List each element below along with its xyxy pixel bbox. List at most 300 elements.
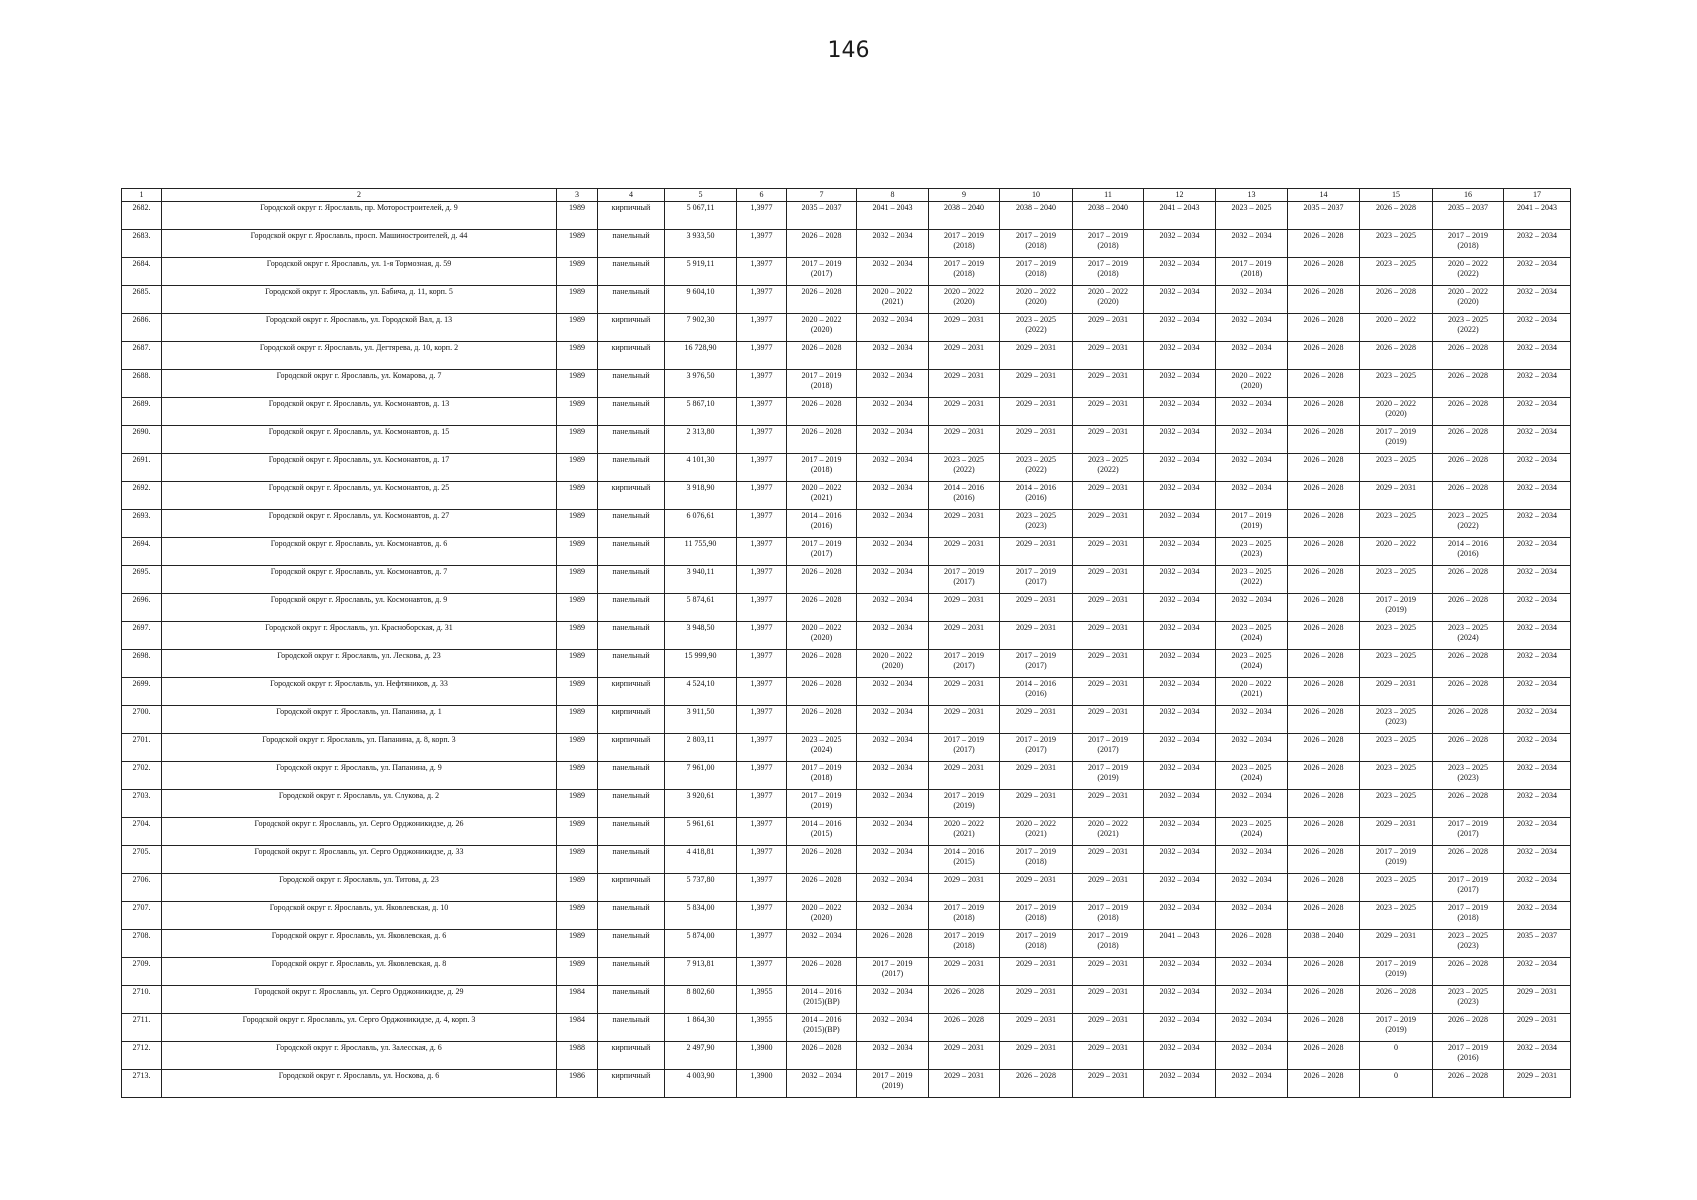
wall-material-cell: панельный: [598, 594, 665, 622]
work-period-cell: 2017 – 2019 (2019): [787, 790, 857, 818]
work-period-cell: 2029 – 2031: [929, 538, 1000, 566]
coefficient-cell: 1,3977: [737, 958, 787, 986]
work-period-cell: 2026 – 2028: [787, 1042, 857, 1070]
address-cell: Городской округ г. Ярославль, ул. Космонавтов, д. 9: [162, 594, 557, 622]
address-cell: Городской округ г. Ярославль, ул. Дегтярева, д. 10, корп. 2: [162, 342, 557, 370]
work-period-cell: 2029 – 2031: [929, 594, 1000, 622]
coefficient-cell: 1,3977: [737, 566, 787, 594]
work-period-cell: 2026 – 2028: [1433, 1070, 1504, 1098]
coefficient-cell: 1,3977: [737, 538, 787, 566]
wall-material-cell: кирпичный: [598, 202, 665, 230]
table-row: [122, 846, 1571, 874]
work-period-cell: 2026 – 2028: [1433, 1014, 1504, 1042]
work-period-cell: 2026 – 2028: [787, 566, 857, 594]
year-built-cell: 1989: [557, 342, 598, 370]
address-cell: Городской округ г. Ярославль, просп. Машиностроителей, д. 44: [162, 230, 557, 258]
work-period-cell: 2020 – 2022 (2021): [857, 286, 929, 314]
work-period-cell: 2023 – 2025 (2024): [1216, 650, 1288, 678]
work-period-cell: 2032 – 2034: [1144, 762, 1216, 790]
work-period-cell: 2026 – 2028: [1288, 1042, 1360, 1070]
work-period-cell: 2026 – 2028: [1433, 342, 1504, 370]
work-period-cell: 2029 – 2031: [929, 510, 1000, 538]
work-period-cell: 2020 – 2022 (2021): [1000, 818, 1073, 846]
table-row: [122, 734, 1571, 762]
work-period-cell: 2026 – 2028: [857, 930, 929, 958]
coefficient-cell: 1,3955: [737, 1014, 787, 1042]
address-cell: Городской округ г. Ярославль, ул. Космонавтов, д. 25: [162, 482, 557, 510]
address-cell: Городской округ г. Ярославль, ул. Залесская, д. 6: [162, 1042, 557, 1070]
work-period-cell: 2026 – 2028: [1288, 314, 1360, 342]
work-period-cell: 2029 – 2031: [929, 874, 1000, 902]
address-cell: Городской округ г. Ярославль, ул. Серго Орджоникидзе, д. 29: [162, 986, 557, 1014]
work-period-cell: 2020 – 2022 (2021): [929, 818, 1000, 846]
work-period-cell: 2026 – 2028: [1433, 594, 1504, 622]
area-cell: 4 418,81: [665, 846, 737, 874]
coefficient-cell: 1,3977: [737, 930, 787, 958]
work-period-cell: 2026 – 2028: [1288, 286, 1360, 314]
work-period-cell: 2029 – 2031: [1000, 370, 1073, 398]
work-period-cell: 2017 – 2019 (2019): [1360, 846, 1433, 874]
work-period-cell: 2032 – 2034: [857, 818, 929, 846]
work-period-cell: 2017 – 2019 (2018): [1000, 258, 1073, 286]
work-period-cell: 2032 – 2034: [1144, 790, 1216, 818]
wall-material-cell: панельный: [598, 230, 665, 258]
work-period-cell: 2026 – 2028: [787, 286, 857, 314]
address-cell: Городской округ г. Ярославль, ул. Серго Орджоникидзе, д. 4, корп. 3: [162, 1014, 557, 1042]
work-period-cell: 2032 – 2034: [1504, 314, 1571, 342]
row-number-cell: 2689.: [122, 398, 162, 426]
work-period-cell: 2032 – 2034: [1216, 734, 1288, 762]
work-period-cell: 2017 – 2019 (2019): [1360, 1014, 1433, 1042]
address-cell: Городской округ г. Ярославль, ул. Бабича, д. 11, корп. 5: [162, 286, 557, 314]
work-period-cell: 2032 – 2034: [1216, 1070, 1288, 1098]
work-period-cell: 2029 – 2031: [929, 398, 1000, 426]
row-number-cell: 2684.: [122, 258, 162, 286]
work-period-cell: 2026 – 2028: [1433, 398, 1504, 426]
work-period-cell: 2032 – 2034: [857, 594, 929, 622]
year-built-cell: 1989: [557, 314, 598, 342]
area-cell: 4 101,30: [665, 454, 737, 482]
work-period-cell: 2029 – 2031: [1504, 1070, 1571, 1098]
work-period-cell: 2041 – 2043: [1144, 202, 1216, 230]
address-cell: Городской округ г. Ярославль, ул. Яковлевская, д. 6: [162, 930, 557, 958]
work-period-cell: 2017 – 2019 (2019): [1360, 958, 1433, 986]
work-period-cell: 2023 – 2025: [1360, 370, 1433, 398]
work-period-cell: 2020 – 2022 (2020): [1000, 286, 1073, 314]
work-period-cell: 2017 – 2019 (2017): [1000, 650, 1073, 678]
year-built-cell: 1989: [557, 650, 598, 678]
work-period-cell: 2017 – 2019 (2018): [1216, 258, 1288, 286]
work-period-cell: 2029 – 2031: [1073, 986, 1144, 1014]
work-period-cell: 2026 – 2028: [1433, 846, 1504, 874]
work-period-cell: 2023 – 2025 (2023): [1433, 930, 1504, 958]
work-period-cell: 2026 – 2028: [1433, 482, 1504, 510]
address-cell: Городской округ г. Ярославль, ул. Космонавтов, д. 15: [162, 426, 557, 454]
year-built-cell: 1989: [557, 538, 598, 566]
address-cell: Городской округ г. Ярославль, ул. 1-я Тормозная, д. 59: [162, 258, 557, 286]
column-header: 2: [162, 189, 557, 202]
work-period-cell: 2026 – 2028: [787, 846, 857, 874]
work-period-cell: 2032 – 2034: [1144, 622, 1216, 650]
row-number-cell: 2695.: [122, 566, 162, 594]
work-period-cell: 2029 – 2031: [1000, 622, 1073, 650]
row-number-cell: 2711.: [122, 1014, 162, 1042]
row-number-cell: 2705.: [122, 846, 162, 874]
work-period-cell: 2020 – 2022 (2022): [1433, 258, 1504, 286]
row-number-cell: 2693.: [122, 510, 162, 538]
work-period-cell: 2035 – 2037: [1288, 202, 1360, 230]
work-period-cell: 2035 – 2037: [1433, 202, 1504, 230]
work-period-cell: 2020 – 2022 (2020): [787, 622, 857, 650]
table-row: [122, 986, 1571, 1014]
work-period-cell: 2017 – 2019 (2018): [1000, 902, 1073, 930]
work-period-cell: 2032 – 2034: [1144, 678, 1216, 706]
work-period-cell: 2026 – 2028: [1433, 426, 1504, 454]
work-period-cell: 2029 – 2031: [1504, 1014, 1571, 1042]
area-cell: 5 961,61: [665, 818, 737, 846]
work-period-cell: 2032 – 2034: [1144, 874, 1216, 902]
work-period-cell: 2032 – 2034: [857, 454, 929, 482]
work-period-cell: 2029 – 2031: [1504, 986, 1571, 1014]
work-period-cell: 2026 – 2028: [787, 678, 857, 706]
work-period-cell: 2014 – 2016 (2015)(ВР): [787, 1014, 857, 1042]
work-period-cell: 2029 – 2031: [1073, 314, 1144, 342]
work-period-cell: 2029 – 2031: [1073, 510, 1144, 538]
work-period-cell: 2029 – 2031: [1073, 846, 1144, 874]
work-period-cell: 2017 – 2019 (2018): [1433, 902, 1504, 930]
work-period-cell: 2017 – 2019 (2017): [1000, 734, 1073, 762]
housing-register-table: [121, 188, 1571, 1098]
work-period-cell: 2032 – 2034: [1144, 566, 1216, 594]
column-header: 13: [1216, 189, 1288, 202]
work-period-cell: 2017 – 2019 (2019): [1073, 762, 1144, 790]
column-number-row: [122, 189, 1571, 202]
work-period-cell: 2026 – 2028: [1288, 818, 1360, 846]
work-period-cell: 2026 – 2028: [1433, 958, 1504, 986]
table-row: [122, 370, 1571, 398]
area-cell: 7 913,81: [665, 958, 737, 986]
work-period-cell: 2020 – 2022 (2021): [1216, 678, 1288, 706]
work-period-cell: 2026 – 2028: [1000, 1070, 1073, 1098]
work-period-cell: 2032 – 2034: [1216, 874, 1288, 902]
row-number-cell: 2710.: [122, 986, 162, 1014]
column-header: 11: [1073, 189, 1144, 202]
work-period-cell: 2029 – 2031: [929, 762, 1000, 790]
year-built-cell: 1989: [557, 622, 598, 650]
work-period-cell: 2032 – 2034: [1216, 706, 1288, 734]
wall-material-cell: кирпичный: [598, 1042, 665, 1070]
coefficient-cell: 1,3977: [737, 790, 787, 818]
work-period-cell: 2017 – 2019 (2018): [1073, 930, 1144, 958]
row-number-cell: 2686.: [122, 314, 162, 342]
wall-material-cell: панельный: [598, 370, 665, 398]
address-cell: Городской округ г. Ярославль, ул. Носкова, д. 6: [162, 1070, 557, 1098]
wall-material-cell: кирпичный: [598, 706, 665, 734]
work-period-cell: 2029 – 2031: [1360, 482, 1433, 510]
work-period-cell: 0: [1360, 1070, 1433, 1098]
work-period-cell: 2029 – 2031: [1073, 650, 1144, 678]
work-period-cell: 2029 – 2031: [1000, 1042, 1073, 1070]
wall-material-cell: панельный: [598, 986, 665, 1014]
work-period-cell: 2026 – 2028: [1288, 566, 1360, 594]
work-period-cell: 2029 – 2031: [1360, 930, 1433, 958]
address-cell: Городской округ г. Ярославль, ул. Лескова, д. 23: [162, 650, 557, 678]
table-row: [122, 510, 1571, 538]
work-period-cell: 2032 – 2034: [1144, 398, 1216, 426]
coefficient-cell: 1,3977: [737, 286, 787, 314]
wall-material-cell: панельный: [598, 258, 665, 286]
address-cell: Городской округ г. Ярославль, ул. Серго Орджоникидзе, д. 26: [162, 818, 557, 846]
work-period-cell: 2023 – 2025 (2024): [1216, 818, 1288, 846]
table-row: [122, 622, 1571, 650]
work-period-cell: 2032 – 2034: [1504, 818, 1571, 846]
wall-material-cell: кирпичный: [598, 482, 665, 510]
work-period-cell: 2014 – 2016 (2016): [1433, 538, 1504, 566]
work-period-cell: 2032 – 2034: [1144, 286, 1216, 314]
work-period-cell: 2026 – 2028: [1360, 286, 1433, 314]
work-period-cell: 2029 – 2031: [1073, 426, 1144, 454]
work-period-cell: 2029 – 2031: [1000, 958, 1073, 986]
page-number: 146: [827, 38, 870, 63]
work-period-cell: 2029 – 2031: [929, 678, 1000, 706]
work-period-cell: 2032 – 2034: [857, 538, 929, 566]
work-period-cell: 2032 – 2034: [1504, 706, 1571, 734]
row-number-cell: 2700.: [122, 706, 162, 734]
table-row: [122, 342, 1571, 370]
work-period-cell: 2023 – 2025 (2024): [1216, 762, 1288, 790]
work-period-cell: 2026 – 2028: [787, 706, 857, 734]
table-row: [122, 706, 1571, 734]
work-period-cell: 2032 – 2034: [1504, 566, 1571, 594]
table-row: [122, 594, 1571, 622]
coefficient-cell: 1,3977: [737, 678, 787, 706]
work-period-cell: 2032 – 2034: [1216, 1042, 1288, 1070]
work-period-cell: 2032 – 2034: [1144, 1070, 1216, 1098]
coefficient-cell: 1,3900: [737, 1070, 787, 1098]
work-period-cell: 2038 – 2040: [929, 202, 1000, 230]
table-row: [122, 678, 1571, 706]
work-period-cell: 2026 – 2028: [1360, 202, 1433, 230]
work-period-cell: 2032 – 2034: [857, 398, 929, 426]
row-number-cell: 2698.: [122, 650, 162, 678]
table-row: [122, 538, 1571, 566]
work-period-cell: 2014 – 2016 (2015)(ВР): [787, 986, 857, 1014]
work-period-cell: 2023 – 2025: [1360, 902, 1433, 930]
work-period-cell: 2020 – 2022 (2021): [1073, 818, 1144, 846]
work-period-cell: 2026 – 2028: [1288, 650, 1360, 678]
address-cell: Городской округ г. Ярославль, пр. Моторостроителей, д. 9: [162, 202, 557, 230]
work-period-cell: 2020 – 2022 (2021): [787, 482, 857, 510]
work-period-cell: 2026 – 2028: [1288, 902, 1360, 930]
work-period-cell: 2038 – 2040: [1073, 202, 1144, 230]
table-row: [122, 566, 1571, 594]
address-cell: Городской округ г. Ярославль, ул. Космонавтов, д. 7: [162, 566, 557, 594]
column-header: 15: [1360, 189, 1433, 202]
row-number-cell: 2697.: [122, 622, 162, 650]
work-period-cell: 2017 – 2019 (2018): [1073, 258, 1144, 286]
column-header: 17: [1504, 189, 1571, 202]
work-period-cell: 2017 – 2019 (2017): [787, 258, 857, 286]
work-period-cell: 2032 – 2034: [857, 734, 929, 762]
work-period-cell: 2026 – 2028: [1288, 678, 1360, 706]
work-period-cell: 2032 – 2034: [1504, 510, 1571, 538]
work-period-cell: 2023 – 2025: [1360, 650, 1433, 678]
wall-material-cell: панельный: [598, 930, 665, 958]
wall-material-cell: кирпичный: [598, 314, 665, 342]
column-header: 5: [665, 189, 737, 202]
work-period-cell: 2029 – 2031: [1000, 538, 1073, 566]
area-cell: 16 728,90: [665, 342, 737, 370]
work-period-cell: 2029 – 2031: [1000, 874, 1073, 902]
table-row: [122, 958, 1571, 986]
work-period-cell: 2029 – 2031: [1000, 706, 1073, 734]
wall-material-cell: панельный: [598, 510, 665, 538]
wall-material-cell: панельный: [598, 538, 665, 566]
year-built-cell: 1989: [557, 510, 598, 538]
table-row: [122, 650, 1571, 678]
work-period-cell: 2026 – 2028: [1433, 706, 1504, 734]
work-period-cell: 2026 – 2028: [1433, 566, 1504, 594]
table-row: [122, 454, 1571, 482]
coefficient-cell: 1,3977: [737, 510, 787, 538]
coefficient-cell: 1,3977: [737, 258, 787, 286]
row-number-cell: 2703.: [122, 790, 162, 818]
work-period-cell: 2023 – 2025 (2022): [1000, 454, 1073, 482]
work-period-cell: 2038 – 2040: [1288, 930, 1360, 958]
coefficient-cell: 1,3977: [737, 454, 787, 482]
table-body: [122, 202, 1571, 1098]
work-period-cell: 2026 – 2028: [1288, 370, 1360, 398]
coefficient-cell: 1,3977: [737, 762, 787, 790]
work-period-cell: 2041 – 2043: [1504, 202, 1571, 230]
work-period-cell: 2032 – 2034: [787, 930, 857, 958]
work-period-cell: 2029 – 2031: [929, 1070, 1000, 1098]
wall-material-cell: панельный: [598, 818, 665, 846]
work-period-cell: 2032 – 2034: [1144, 706, 1216, 734]
work-period-cell: 2020 – 2022 (2020): [929, 286, 1000, 314]
work-period-cell: 2032 – 2034: [1216, 314, 1288, 342]
work-period-cell: 2032 – 2034: [1216, 230, 1288, 258]
row-number-cell: 2691.: [122, 454, 162, 482]
area-cell: 5 737,80: [665, 874, 737, 902]
work-period-cell: 2032 – 2034: [1144, 902, 1216, 930]
table-row: [122, 790, 1571, 818]
work-period-cell: 2032 – 2034: [1144, 426, 1216, 454]
work-period-cell: 2032 – 2034: [1144, 258, 1216, 286]
address-cell: Городской округ г. Ярославль, ул. Городской Вал, д. 13: [162, 314, 557, 342]
year-built-cell: 1989: [557, 566, 598, 594]
work-period-cell: 2023 – 2025 (2023): [1216, 538, 1288, 566]
work-period-cell: 2029 – 2031: [929, 1042, 1000, 1070]
coefficient-cell: 1,3977: [737, 650, 787, 678]
work-period-cell: 2032 – 2034: [1144, 818, 1216, 846]
year-built-cell: 1989: [557, 398, 598, 426]
work-period-cell: 2017 – 2019 (2017): [1000, 566, 1073, 594]
work-period-cell: 2032 – 2034: [857, 1042, 929, 1070]
work-period-cell: 2029 – 2031: [1360, 818, 1433, 846]
work-period-cell: 2032 – 2034: [1216, 482, 1288, 510]
column-header: 10: [1000, 189, 1073, 202]
work-period-cell: 2029 – 2031: [1000, 762, 1073, 790]
area-cell: 15 999,90: [665, 650, 737, 678]
work-period-cell: 2032 – 2034: [857, 1014, 929, 1042]
coefficient-cell: 1,3977: [737, 482, 787, 510]
work-period-cell: 2014 – 2016 (2015): [787, 818, 857, 846]
area-cell: 3 933,50: [665, 230, 737, 258]
work-period-cell: 2032 – 2034: [1216, 426, 1288, 454]
work-period-cell: 2023 – 2025: [1360, 790, 1433, 818]
table-row: [122, 258, 1571, 286]
address-cell: Городской округ г. Ярославль, ул. Папанина, д. 8, корп. 3: [162, 734, 557, 762]
coefficient-cell: 1,3977: [737, 370, 787, 398]
work-period-cell: 2023 – 2025 (2024): [1216, 622, 1288, 650]
table-row: [122, 930, 1571, 958]
address-cell: Городской округ г. Ярославль, ул. Папанина, д. 1: [162, 706, 557, 734]
year-built-cell: 1988: [557, 1042, 598, 1070]
work-period-cell: 2032 – 2034: [857, 566, 929, 594]
work-period-cell: 2026 – 2028: [1433, 370, 1504, 398]
coefficient-cell: 1,3977: [737, 846, 787, 874]
work-period-cell: 2026 – 2028: [1288, 594, 1360, 622]
wall-material-cell: панельный: [598, 286, 665, 314]
work-period-cell: 2020 – 2022 (2020): [1216, 370, 1288, 398]
work-period-cell: 2029 – 2031: [1000, 426, 1073, 454]
work-period-cell: 2032 – 2034: [1216, 846, 1288, 874]
row-number-cell: 2687.: [122, 342, 162, 370]
work-period-cell: 2032 – 2034: [1144, 650, 1216, 678]
year-built-cell: 1989: [557, 930, 598, 958]
work-period-cell: 2026 – 2028: [1288, 958, 1360, 986]
work-period-cell: 2032 – 2034: [1216, 454, 1288, 482]
work-period-cell: 2017 – 2019 (2019): [929, 790, 1000, 818]
work-period-cell: 2026 – 2028: [929, 1014, 1000, 1042]
table-row: [122, 314, 1571, 342]
work-period-cell: 2032 – 2034: [1504, 650, 1571, 678]
area-cell: 7 902,30: [665, 314, 737, 342]
work-period-cell: 2032 – 2034: [1144, 986, 1216, 1014]
work-period-cell: 2026 – 2028: [787, 230, 857, 258]
work-period-cell: 2026 – 2028: [787, 958, 857, 986]
area-cell: 5 874,61: [665, 594, 737, 622]
column-header: 3: [557, 189, 598, 202]
work-period-cell: 2017 – 2019 (2018): [1433, 230, 1504, 258]
work-period-cell: 2032 – 2034: [857, 846, 929, 874]
work-period-cell: 2017 – 2019 (2018): [929, 902, 1000, 930]
row-number-cell: 2694.: [122, 538, 162, 566]
table-row: [122, 874, 1571, 902]
work-period-cell: 2023 – 2025: [1360, 622, 1433, 650]
area-cell: 3 948,50: [665, 622, 737, 650]
work-period-cell: 2032 – 2034: [1216, 398, 1288, 426]
work-period-cell: 2029 – 2031: [1073, 874, 1144, 902]
work-period-cell: 2032 – 2034: [1216, 902, 1288, 930]
year-built-cell: 1989: [557, 594, 598, 622]
coefficient-cell: 1,3977: [737, 706, 787, 734]
row-number-cell: 2707.: [122, 902, 162, 930]
work-period-cell: 2023 – 2025 (2022): [1000, 314, 1073, 342]
address-cell: Городской округ г. Ярославль, ул. Космонавтов, д. 27: [162, 510, 557, 538]
work-period-cell: 2023 – 2025 (2024): [1433, 622, 1504, 650]
work-period-cell: 2017 – 2019 (2017): [1433, 818, 1504, 846]
area-cell: 2 803,11: [665, 734, 737, 762]
year-built-cell: 1989: [557, 454, 598, 482]
year-built-cell: 1989: [557, 706, 598, 734]
work-period-cell: 2032 – 2034: [1144, 846, 1216, 874]
work-period-cell: 2014 – 2016 (2016): [929, 482, 1000, 510]
table-row: [122, 818, 1571, 846]
work-period-cell: 2032 – 2034: [1504, 258, 1571, 286]
work-period-cell: 2038 – 2040: [1000, 202, 1073, 230]
